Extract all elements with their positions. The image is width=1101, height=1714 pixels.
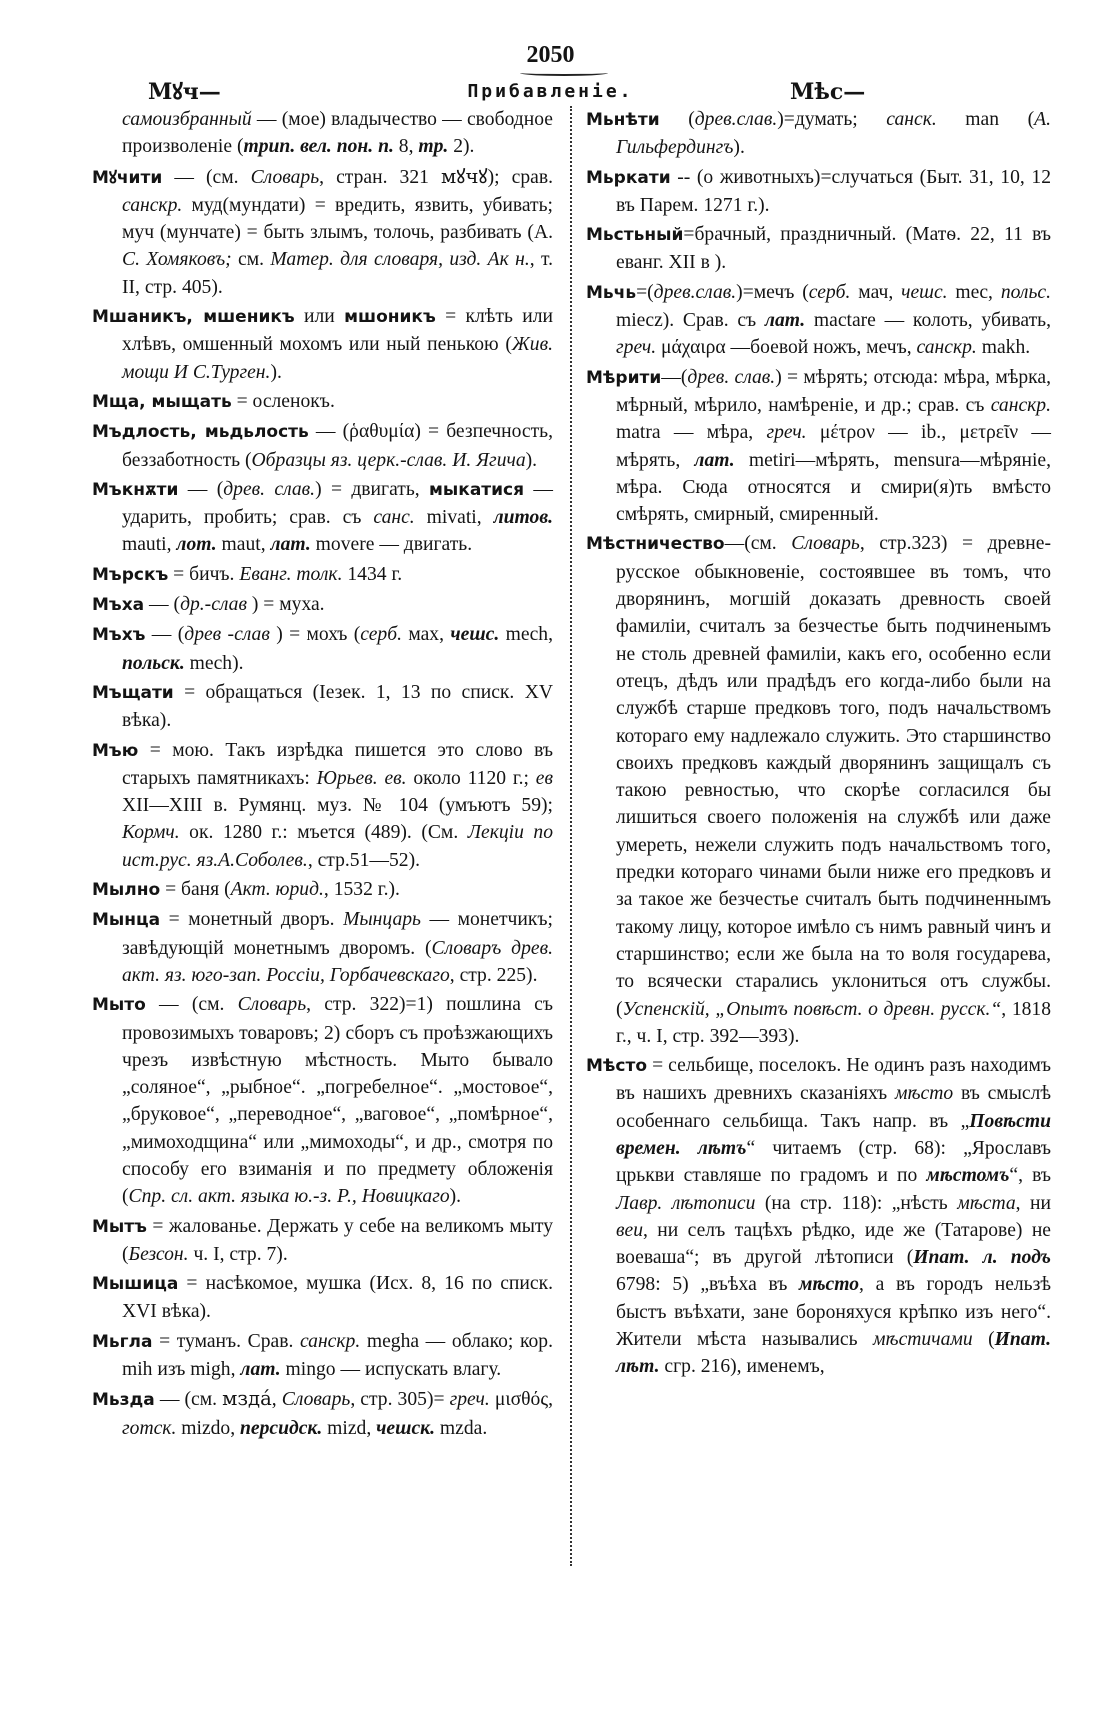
entry-text: = клѣть или хлѣвъ, омшенный мохомъ или ный пенькою ( <box>122 306 553 356</box>
entry-text: см. <box>231 249 271 271</box>
dictionary-entry <box>92 876 553 904</box>
dictionary-entry <box>92 388 553 416</box>
entry-citation: лат. <box>270 534 311 556</box>
entry-text: = насѣкомое, мушка (Исх. 8, 16 по списк. XVI вѣка). <box>122 1273 553 1323</box>
entry-citation: греч. <box>616 337 657 359</box>
entry-text: movere — двигать. <box>310 534 473 556</box>
entry-citation: чешс. <box>901 281 948 303</box>
entry-citation: санскр. <box>299 1330 361 1352</box>
running-head-title: Прибавленіе. <box>467 81 634 102</box>
entry-headword: Мьнѣти <box>586 110 660 130</box>
dictionary-entry <box>92 1328 553 1384</box>
entry-headword: Мыто <box>92 995 146 1016</box>
entry-text: “ читаемъ (стр. 68): „Ярославъ црькви ставляше по градомъ и по <box>616 1137 1051 1187</box>
dictionary-entry <box>92 418 553 474</box>
entry-citation: чешск. <box>376 1417 435 1439</box>
entry-citation: Жив. мощи И С.Тургeн. <box>122 334 553 383</box>
column-divider <box>570 106 574 1566</box>
dictionary-entry <box>92 906 553 989</box>
entry-headword: Мьркати <box>586 167 671 188</box>
entry-text: man ( <box>936 109 1035 130</box>
entry-text: ч. I, стр. 7). <box>188 1243 288 1265</box>
entry-headword: Мъхъ <box>92 625 146 646</box>
entry-citation: греч. <box>449 1389 490 1411</box>
entry-text: 2). <box>448 136 475 158</box>
entry-headword: Мѣрити <box>586 367 662 388</box>
entry-citation: Успенскій, „Опытъ повѣст. о древн. русск.“ <box>622 998 1002 1020</box>
entry-text: ( <box>972 1329 995 1351</box>
entry-citation: мѣсто <box>894 1083 954 1105</box>
entry-text: miecz). Срав. съ <box>616 310 765 332</box>
entry-text: )=мечъ ( <box>736 281 809 303</box>
entry-headword: Мьгла <box>92 1331 153 1352</box>
entry-text: = монетный дворъ. <box>160 909 344 931</box>
entry-text: , стр.323) = древне-русское обыкновеніе, состоявшее въ томъ, что дворянинъ, могшій доказать древность своей фамиліи, считалъ за безчестье быть подчиненымъ не столь древней фамиліи, какъ его, особенно если отецъ, дѣдъ или прадѣдъ его когда-либо были на службѣ старше предковъ того, подъ начальствомъ котораго ему надлежало служить. Это старшинство своихъ предковъ каждый дворянинъ защищалъ съ такою ревностью, что скорѣе согласился бы лишиться своего положенія на службѣ или даже умереть, нежели служить подъ начальствомъ того, предки котораго чинами были ниже его предковъ и за такое же безчестье считалъ быть подчиненнымъ такому лицу, которое имѣло съ нимъ равный чинъ и старшинство; если же была на то воля государева, то всячески старались уклониться отъ службы. ( <box>616 533 1051 1020</box>
entry-citation: ев <box>535 767 553 789</box>
entry-text: — (мое) владычество — свободное произволеніе ( <box>122 109 553 158</box>
dictionary-entry <box>586 221 1051 277</box>
entry-text: , <box>271 1389 282 1411</box>
entry-headword: Мьзда <box>92 1390 155 1411</box>
entry-text: )=думать; <box>777 109 887 130</box>
entry-citation: Безсон. <box>128 1243 189 1265</box>
entry-text: — ударить, пробить; срав. съ <box>122 478 553 529</box>
entry-citation: С. Хомяковъ; <box>122 249 232 271</box>
entry-citation: Словарь <box>791 533 860 555</box>
entry-text: мач, <box>850 281 902 303</box>
entry-citation: Словарь <box>237 994 307 1016</box>
entry-headword: Мꙋчити <box>92 167 163 188</box>
entry-citation: Лавр. лѣтописи <box>616 1192 756 1214</box>
entry-text: mzda. <box>434 1417 488 1439</box>
entry-citation: серб. <box>808 281 851 303</box>
dictionary-entry <box>92 163 553 301</box>
entry-headword: Мѣсто <box>586 1056 648 1077</box>
entry-text: или <box>294 306 345 328</box>
dictionary-entry <box>92 106 553 161</box>
running-head-left: Мꙋч— <box>148 79 221 105</box>
dictionary-entry <box>586 364 1051 529</box>
entry-text: , стран. 321 <box>319 166 442 188</box>
entry-citation: санскр. <box>990 394 1051 416</box>
entry-citation: Юрьев. ев. <box>316 767 407 789</box>
entry-citation: Ипат. лѣт. <box>616 1329 1051 1378</box>
entry-citation: Спр. сл. акт. языка ю.-з. Р., Новицкаго <box>128 1186 450 1208</box>
dictionary-entry <box>92 561 553 589</box>
entry-text: — (см. <box>154 1389 223 1411</box>
entry-citation: Кормч. <box>122 822 180 844</box>
entry-text: μέτρον — ib., μετρεῖν — мѣрять, <box>616 422 1051 471</box>
entry-text: ) = муха. <box>246 594 325 616</box>
entry-headword: Мъдлость, мьдьлость <box>92 422 309 443</box>
dictionary-entry <box>92 679 553 735</box>
dictionary-entry <box>586 164 1051 220</box>
entry-citation: А. Гильфердингъ <box>616 109 1051 159</box>
entry-text: —( <box>661 366 688 388</box>
entry-citation: веи <box>616 1219 643 1241</box>
entry-text: = мою. Такъ изрѣдка пишется это слово въ старыхъ памятникахъ: <box>122 739 553 789</box>
entry-text: = осленокъ. <box>231 390 335 412</box>
entry-citation: лат. <box>694 449 735 471</box>
entry-citation: санскр. <box>122 194 183 216</box>
entry-text: муд(мундати) = вредить, язвить, убивать; муч (мунчате) = быть злымъ, толочь, разбивать (А. <box>122 194 553 244</box>
entry-text: = баня ( <box>160 879 231 901</box>
entry-text: , т. II, стр. 405). <box>122 249 553 298</box>
entry-citation: персидск. <box>240 1417 323 1439</box>
entry-text: около 1120 г.; <box>406 767 536 789</box>
dictionary-entry <box>92 991 553 1210</box>
entry-citation: древ. слав. <box>687 366 776 388</box>
entry-citation: др.-слав <box>180 594 247 616</box>
entry-text: 6798: 5) „въѣха въ <box>616 1274 800 1296</box>
page-number-underline <box>520 70 608 76</box>
entry-text: -- (о животныхъ)=случаться (Быт. 31, 10, 12 въ Парем. 1271 г.). <box>616 166 1051 216</box>
entry-text: , ни <box>1015 1192 1051 1214</box>
dictionary-entry <box>92 303 553 386</box>
entry-headword: Мынца <box>92 910 161 931</box>
entry-text: въ смыслѣ особеннаго сельбища. Такъ напр. въ „ <box>616 1083 1051 1132</box>
dictionary-entry <box>92 1385 553 1442</box>
entry-citation: тр. <box>418 136 449 158</box>
entry-text: ). <box>525 449 538 471</box>
entry-text: ок. 1280 г.: мъется (489). (См. <box>179 822 468 844</box>
entry-text: — ( <box>144 594 181 616</box>
entry-text: mauti, <box>122 534 177 556</box>
entry-citation: Словаръ древ. акт. яз. юго-зап. Россіи, Горбачевскаго <box>122 937 553 986</box>
entry-citation: древ -слав <box>184 624 270 646</box>
entry-text: mech). <box>184 652 244 674</box>
entry-text: makh. <box>976 337 1031 359</box>
entry-text: megha — облако; кор. mih изъ migh, <box>122 1330 553 1381</box>
dictionary-entry <box>92 1213 553 1269</box>
entry-citation: Акт. юрид. <box>230 879 324 901</box>
entry-citation: серб. <box>360 624 402 646</box>
entry-text: = жалованье. Держать у себе на великомъ мыту ( <box>122 1215 553 1265</box>
entry-citation: Образцы яз. церк.-слав. И. Ягича <box>251 449 526 471</box>
entry-text: mactare — колоть, убивать, <box>805 310 1051 332</box>
dictionary-entry <box>92 591 553 619</box>
entry-text: , стр. 225). <box>449 964 538 986</box>
entry-citation: греч. <box>766 422 807 444</box>
entry-citation: мѣстичами <box>873 1329 973 1351</box>
entry-text: mec, <box>947 281 1001 303</box>
entry-citation: санс. <box>373 507 415 529</box>
entry-citation: мѣстомъ <box>926 1165 1010 1187</box>
entry-text: =брачный, праздничный. (Матѳ. 22, 11 въ еванг. XII в ). <box>616 224 1051 274</box>
left-column <box>92 106 553 1444</box>
entry-headword: Мъю <box>92 740 139 761</box>
entry-headword: Мылно <box>92 880 161 901</box>
dictionary-entry <box>586 106 1051 162</box>
entry-headword: Мъщати <box>92 682 174 703</box>
entry-text: mivati, <box>414 507 494 529</box>
entry-text: мздá <box>222 1387 272 1411</box>
entry-text: 1434 г. <box>342 563 403 585</box>
entry-citation: древ.слав. <box>653 281 737 303</box>
entry-citation: древ. слав. <box>223 478 316 500</box>
entry-citation: польс. <box>1000 281 1051 303</box>
entry-citation: литов. <box>493 507 553 529</box>
entry-text: ). <box>270 361 282 383</box>
entry-text: , ни селъ тацѣхъ рѣдко, иде же (Татарове) не воеваша“; въ другой лѣтописи ( <box>616 1219 1051 1269</box>
entry-text: XII—XIII в. Румянц. муз. № 104 (умъютъ 59); <box>122 795 553 817</box>
entry-citation: трип. вел. пон. п. <box>243 136 394 158</box>
entry-headword: Мьчь <box>586 282 637 303</box>
entry-headword: Мщa, мыщать <box>92 391 232 412</box>
entry-text: — ( <box>145 624 185 646</box>
entry-citation: мѣсто <box>799 1274 860 1296</box>
entry-text: ( <box>659 109 695 130</box>
entry-citation: самоизбранный <box>122 109 252 130</box>
entry-text: ) = мѣрять; отсюда: мѣра, мѣрка, мѣрный, мѣрило, намѣреніе, и др.; срав. съ <box>616 366 1052 416</box>
entry-text: , стр. 305)= <box>350 1389 450 1411</box>
entry-headword: Мышица <box>92 1274 179 1295</box>
entry-text: mizdo, <box>176 1417 241 1439</box>
entry-text: = туманъ. Срав. <box>152 1330 300 1352</box>
entry-text: μάχαιρα —боевой ножъ, мечъ, <box>656 337 917 359</box>
entry-citation: лат. <box>764 310 806 332</box>
entry-citation: санскр. <box>916 337 977 359</box>
entry-text: “, въ <box>1009 1165 1051 1187</box>
entry-text: = обращаться (Іезек. 1, 13 по списк. XV вѣка). <box>122 681 553 732</box>
entry-text: matra — мѣра, <box>616 422 767 444</box>
entry-citation: Словарь <box>250 166 320 188</box>
entry-text: mizd, <box>322 1417 377 1439</box>
entry-citation: древ.слав. <box>694 109 778 130</box>
entry-text: ). <box>449 1186 462 1208</box>
dictionary-entry <box>586 279 1051 362</box>
entry-text: mech, <box>499 624 553 646</box>
entry-text: — (ῥαθυμία) = безпечность, беззаботность ( <box>122 421 553 471</box>
entry-text: μισθός, <box>489 1389 554 1411</box>
page-number: 2050 <box>526 42 575 68</box>
entry-text: = сельбище, поселокъ. Не одинъ разъ находимъ въ нашихъ древнихъ сказаніяхъ <box>616 1055 1051 1105</box>
entry-citation: Словарь <box>281 1389 351 1411</box>
entry-headword: Мьстьный <box>586 225 684 246</box>
entry-citation: лот. <box>176 534 217 556</box>
entry-text: , стр. 322)=1) пошлина съ провозимыхъ товаровъ; 2) сборъ съ проѣзжающихъ чрезъ извѣстную мѣстность. Мыто бывало „соляное“, „рыбное“. „погребелное“. „мостовое“, „бруковое“, „переводное“, „ваговое“, „помѣрное“, „мимоходщина“ или „мимоходы“, и др., смотря по способу его взиманія и по предмету обложенія ( <box>122 994 554 1208</box>
entry-headword: Мъха <box>92 595 145 616</box>
entry-headword: Мытъ <box>92 1216 147 1237</box>
entry-headword: Мѣстничество <box>586 534 725 555</box>
entry-text: , стр.51—52). <box>307 849 421 871</box>
right-column <box>586 106 1051 1383</box>
entry-citation: чешс. <box>450 624 500 646</box>
dictionary-entry <box>92 1270 553 1326</box>
entry-citation: санск. <box>886 109 937 130</box>
entry-text: сгр. 216), именемъ, <box>659 1356 825 1378</box>
entry-text: ) = двигать, <box>315 478 430 500</box>
entry-text: =( <box>636 281 654 303</box>
entry-text: 8, <box>393 136 419 158</box>
entry-headword: мыкатися <box>429 479 525 500</box>
entry-text: — (см. <box>162 166 251 188</box>
entry-text: , 1532 г.). <box>323 879 400 901</box>
entry-citation: Матер. для словаря, изд. Ак н. <box>270 249 530 271</box>
entry-citation: Еванг. толк. <box>239 563 343 585</box>
entry-text: — монетчикъ; завѣдующій монетнымъ дворомъ. ( <box>122 909 553 959</box>
entry-citation: Повѣсти времен. лѣтъ <box>616 1110 1051 1159</box>
entry-text: ); срав. <box>487 166 553 188</box>
entry-text: мꙋчꙋ <box>441 164 488 188</box>
entry-citation: мѣста <box>957 1192 1016 1214</box>
dictionary-entry <box>92 476 553 559</box>
entry-text: ) = мохъ ( <box>269 624 361 646</box>
entry-text: —(см. <box>724 533 792 555</box>
entry-headword: Мърскъ <box>92 564 169 585</box>
entry-text: maut, <box>216 534 271 556</box>
dictionary-entry <box>92 621 553 677</box>
entry-text: — ( <box>178 478 224 500</box>
entry-text: (на стр. 118): „нѣсть <box>755 1192 958 1214</box>
entry-citation: Ипат. л. подъ <box>913 1247 1051 1269</box>
entry-citation: лат. <box>240 1359 281 1381</box>
entry-text: мах, <box>401 624 451 646</box>
entry-citation: Мынцарь <box>343 909 421 931</box>
dictionary-entry <box>92 737 553 874</box>
entry-text: , 1818 г., ч. I, стр. 392—393). <box>616 998 1051 1047</box>
dictionary-entry <box>586 530 1051 1050</box>
dictionary-entry <box>586 1052 1051 1381</box>
entry-citation: польск. <box>122 652 185 674</box>
entry-headword: Мшаникъ, мшеникъ <box>92 307 295 328</box>
entry-text: mingo — испускать влагу. <box>280 1359 502 1381</box>
entry-headword: мшоникъ <box>344 307 436 328</box>
running-head-right: Мѣс— <box>790 79 866 105</box>
entry-headword: Мъкнѫти <box>92 479 179 500</box>
entry-text: metiri—мѣрять, mensura—мѣряніе, мѣра. Сюда относятся и смири(я)ть вмѣсто смѣрять, смирный, смиренный. <box>616 449 1051 526</box>
entry-text: — (см. <box>145 994 238 1016</box>
entry-citation: Лекціи по ист.рус. яз.А.Соболев. <box>122 822 554 871</box>
entry-text: ). <box>733 137 745 159</box>
entry-text: , а въ городъ нельзѣ быстъ въѣхати, зане бороняхуся крѣпко изъ него“. Жители мѣста назывались <box>616 1274 1051 1351</box>
entry-citation: готск. <box>122 1417 177 1439</box>
entry-text: = бичъ. <box>168 563 240 585</box>
